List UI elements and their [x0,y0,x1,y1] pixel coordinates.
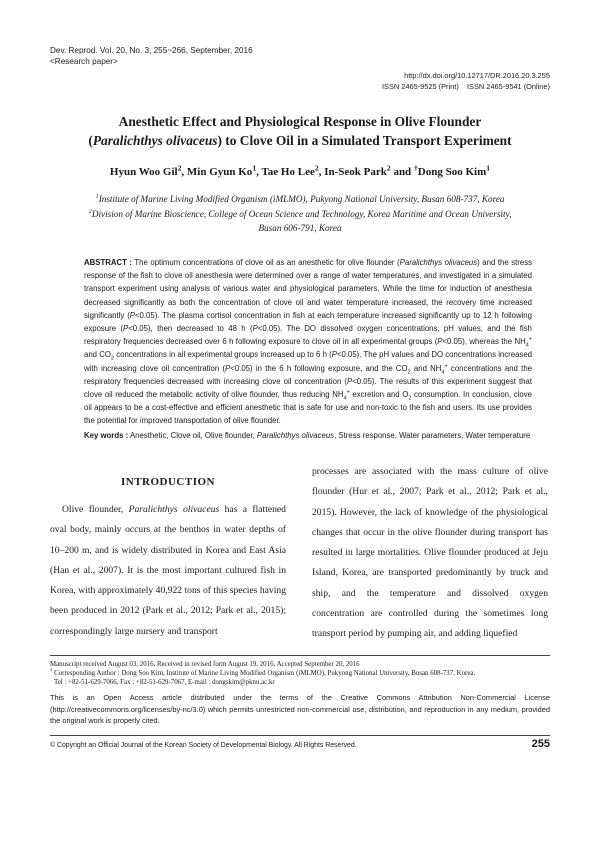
article-type: <Research paper> [50,56,118,66]
footer-divider [50,735,550,736]
article-title: Anesthetic Effect and Physiological Response in Olive Flounder (Paralichthys olivaceus) to Clove Oil in a Simulated Transport Experiment [88,114,512,148]
manuscript-dates: Manuscript received August 03, 2016, Received in revised form August 19, 2016, Accepted September 20, 2016 [50,661,360,668]
abstract: ABSTRACT : The optimum concentrations of clove oil as an anesthetic for olive flounder (Paralichthys olivaceus) and the stress response of the fish to clove oil anesthesia were determined over a range of water temperatures, and investigated in a simulated transport experiment using analysis of various water and physiological parameters. While the time for induction of anesthesia decreased significantly as both the concentration of clove oil and water temperature increased, the recovery time increased significantly (P<0.05). The plasma cortisol concentration in fish at each temperature increased significantly up to 12 h following exposure (P<0.05), then decreased to 48 h (P<0.05). The DO dissolved oxygen concentrations, pH values, and the fish respiratory frequencies decreased over 6 h following exposure to clove oil in all experimental groups (P<0.05), whereas the $NH_4^+$ and $CO_2$ concentrations in all experimental groups increased up to 6 h (P<0.05). The pH values and DO concentrations increased with increasing clove oil concentration (P<0.05) in the 6 h following exposure, and the $CO_2$ and $NH_4^+$ concentrations and the respiratory frequencies decreased with increasing clove oil concentration (P<0.05). The results of this experiment suggest that clove oil reduced the metabolic activity of olive flounder, thus reducing $NH_4^+$ excretion and $O_2$ consumption. In conclusion, clove oil appears to be a cost-effective and efficient anesthetic that is safe for use and non-toxic to the fish and users. Its use provides the potential for improved transportation of olive flounder. [84,258,533,426]
page-number: 255 [531,738,550,750]
issn-line: ISSN 2465-9525 (Print) ISSN 2465-9541 (Online) [381,82,550,91]
author-3: Tae Ho Lee$^2$, [261,163,325,178]
keywords-label: Key words : [84,431,129,440]
footnote-divider [50,655,550,656]
intro-left-column: Olive flounder, Paralichthys olivaceus has a flattened oval body, mainly occurs at the benthos in water depths of 10–200 m, and is widely distributed in Korea and East Asia (Han et al., 2007). It is the most important cultured fish in Korea, with approximately 40,922 tons of this species having been produced in 2012 (Park et al., 2012; Park et al., 2015); correspondingly large nursery and transport [50,504,286,637]
journal-header [50,46,253,67]
author-1: Hyun Woo Gil$^2$, [109,163,187,178]
intro-right-column: processes are associated with the mass culture of olive flounder (Hur et al., 2007; Park et al., 2012; Park et al., 2015). However, the lack of knowledge of the physiological changes that occur in the olive flounder during transport has resulted in large mortalities. Olive flounder produced at Jeju Island, Korea, are transported predominantly by truck and ship, and the temperature and dissolved oxygen concentration are controlled during the sometimes long transport period by pumping air, and adding liquefied [312,466,548,640]
introduction-heading: INTRODUCTION [120,476,215,488]
journal-citation: Dev. Reprod. Vol. 20, No. 3, 255~266, September, 2016 [50,46,253,55]
author-2: Min Gyun Ko$^1$, [186,163,262,178]
author-5: †Dong Soo Kim$^1$ [413,163,491,178]
author-4: In-Seok Park$^2$ and [324,163,414,178]
affiliation-2-cont: Busan 606-791, Korea [258,223,342,233]
doi-link[interactable]: http://dx.doi.org/10.12717/DR.2016.20.3.255 [404,71,550,80]
doi-block [382,70,550,92]
keywords: Key words : Anesthetic, Clove oil, Olive flounder, Paralichthys olivaceus, Stress response, Water parameters, Water temperature [84,431,531,440]
author-list [40,163,560,178]
affiliation-1: $^1$Institute of Marine Living Modified Organism (iMLMO), Pukyong National University, Busan 608-737, Korea [95,192,505,204]
title-species: Paralichthys olivaceus [92,133,218,148]
license-text: This is an Open Access article distributed under the terms of the Creative Commons Attribution Non-Commercial License (http://creativecommons.org/licenses/by-nc/3.0) which permits unrestricted non-commercial use, distribution, and reproduction in any medium, provided the original work is properly cited. [50,693,550,725]
contact-info: Tel : +82-51-629-7066, Fax : +82-51-629-7067, E-mail : dongskim@pknu.ac.kr [54,679,275,687]
copyright-notice: © Copyright an Official Journal of the Korean Society of Developmental Biology. All Rights Reserved. [50,742,357,749]
corresponding-author: † Corresponding Author : Dong Soo Kim, Institute of Marine Living Modified Organism (iMLMO), Pukyong National University, Busan 608-737, Korea. [50,668,476,678]
affiliation-2: $^2$Division of Marine Bioscience, College of Ocean Science and Technology, Korea Maritime and Ocean University, [88,207,512,219]
affiliations [40,192,560,236]
footnotes [50,660,560,688]
abstract-label: ABSTRACT : [84,258,133,267]
